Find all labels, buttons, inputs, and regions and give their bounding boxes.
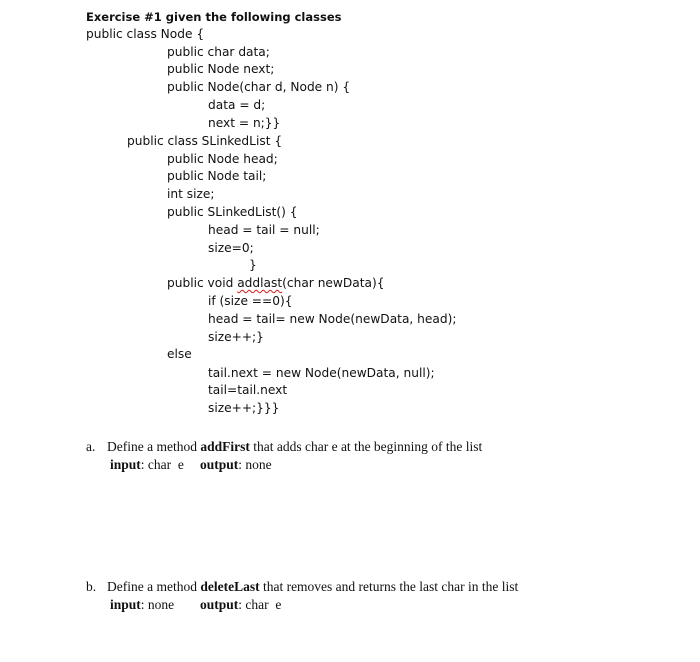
method-params: (char newData){ bbox=[282, 276, 385, 290]
question-b-method: deleteLast bbox=[200, 579, 260, 594]
list-field-tail: public Node tail; bbox=[167, 169, 267, 183]
exercise-heading: Exercise #1 given the following classes bbox=[86, 10, 342, 24]
else-keyword: else bbox=[167, 347, 192, 361]
question-a-prefix: Define a method bbox=[107, 439, 201, 454]
question-a-input-value: : char e bbox=[140, 457, 184, 472]
node-class-declaration: public class Node { bbox=[86, 27, 205, 41]
question-b-output-label: output bbox=[200, 597, 239, 612]
question-a-method: addFirst bbox=[200, 439, 250, 454]
question-b-input-label: input bbox=[110, 597, 141, 612]
else-assign: tail.next = new Node(newData, null); bbox=[208, 366, 435, 380]
addlast-method-signature bbox=[167, 275, 385, 292]
list-init-size: size=0; bbox=[208, 241, 254, 255]
question-a-output-label: output bbox=[200, 457, 239, 472]
constructor-close-brace: } bbox=[249, 258, 257, 272]
else-increment: size++;}}} bbox=[208, 401, 280, 415]
question-b-input bbox=[110, 596, 174, 613]
question-b-suffix: that removes and returns the last char in the list bbox=[259, 579, 519, 594]
question-b-output bbox=[200, 596, 281, 613]
method-modifiers: public void bbox=[167, 276, 238, 290]
node-assign-next: next = n;}} bbox=[208, 116, 281, 130]
question-b-marker: b. bbox=[86, 579, 97, 594]
question-b-input-value: : none bbox=[140, 597, 175, 612]
question-a-suffix: that adds char e at the beginning of the list bbox=[249, 439, 483, 454]
question-a-marker: a. bbox=[86, 439, 96, 454]
list-field-size: int size; bbox=[167, 187, 215, 201]
node-field-next: public Node next; bbox=[167, 62, 275, 76]
else-move-tail: tail=tail.next bbox=[208, 383, 288, 397]
question-b-prefix: Define a method bbox=[107, 579, 201, 594]
list-class-declaration: public class SLinkedList { bbox=[127, 134, 283, 148]
question-a-output-value: : none bbox=[238, 457, 272, 472]
question-a-text bbox=[107, 438, 482, 455]
list-constructor: public SLinkedList() { bbox=[167, 205, 298, 219]
node-assign-data: data = d; bbox=[208, 98, 266, 112]
question-b-output-value: : char e bbox=[238, 597, 282, 612]
if-condition: if (size ==0){ bbox=[208, 294, 293, 308]
node-constructor: public Node(char d, Node n) { bbox=[167, 80, 351, 94]
question-a-output bbox=[200, 456, 272, 473]
question-b-text bbox=[107, 578, 518, 595]
if-assign: head = tail= new Node(newData, head); bbox=[208, 312, 457, 326]
question-a-input bbox=[110, 456, 184, 473]
list-field-head: public Node head; bbox=[167, 152, 278, 166]
list-init-head-tail: head = tail = null; bbox=[208, 223, 320, 237]
addlast-method-name: addlast bbox=[237, 276, 283, 290]
node-field-data: public char data; bbox=[167, 45, 270, 59]
if-increment: size++;} bbox=[208, 330, 264, 344]
question-a-input-label: input bbox=[110, 457, 141, 472]
